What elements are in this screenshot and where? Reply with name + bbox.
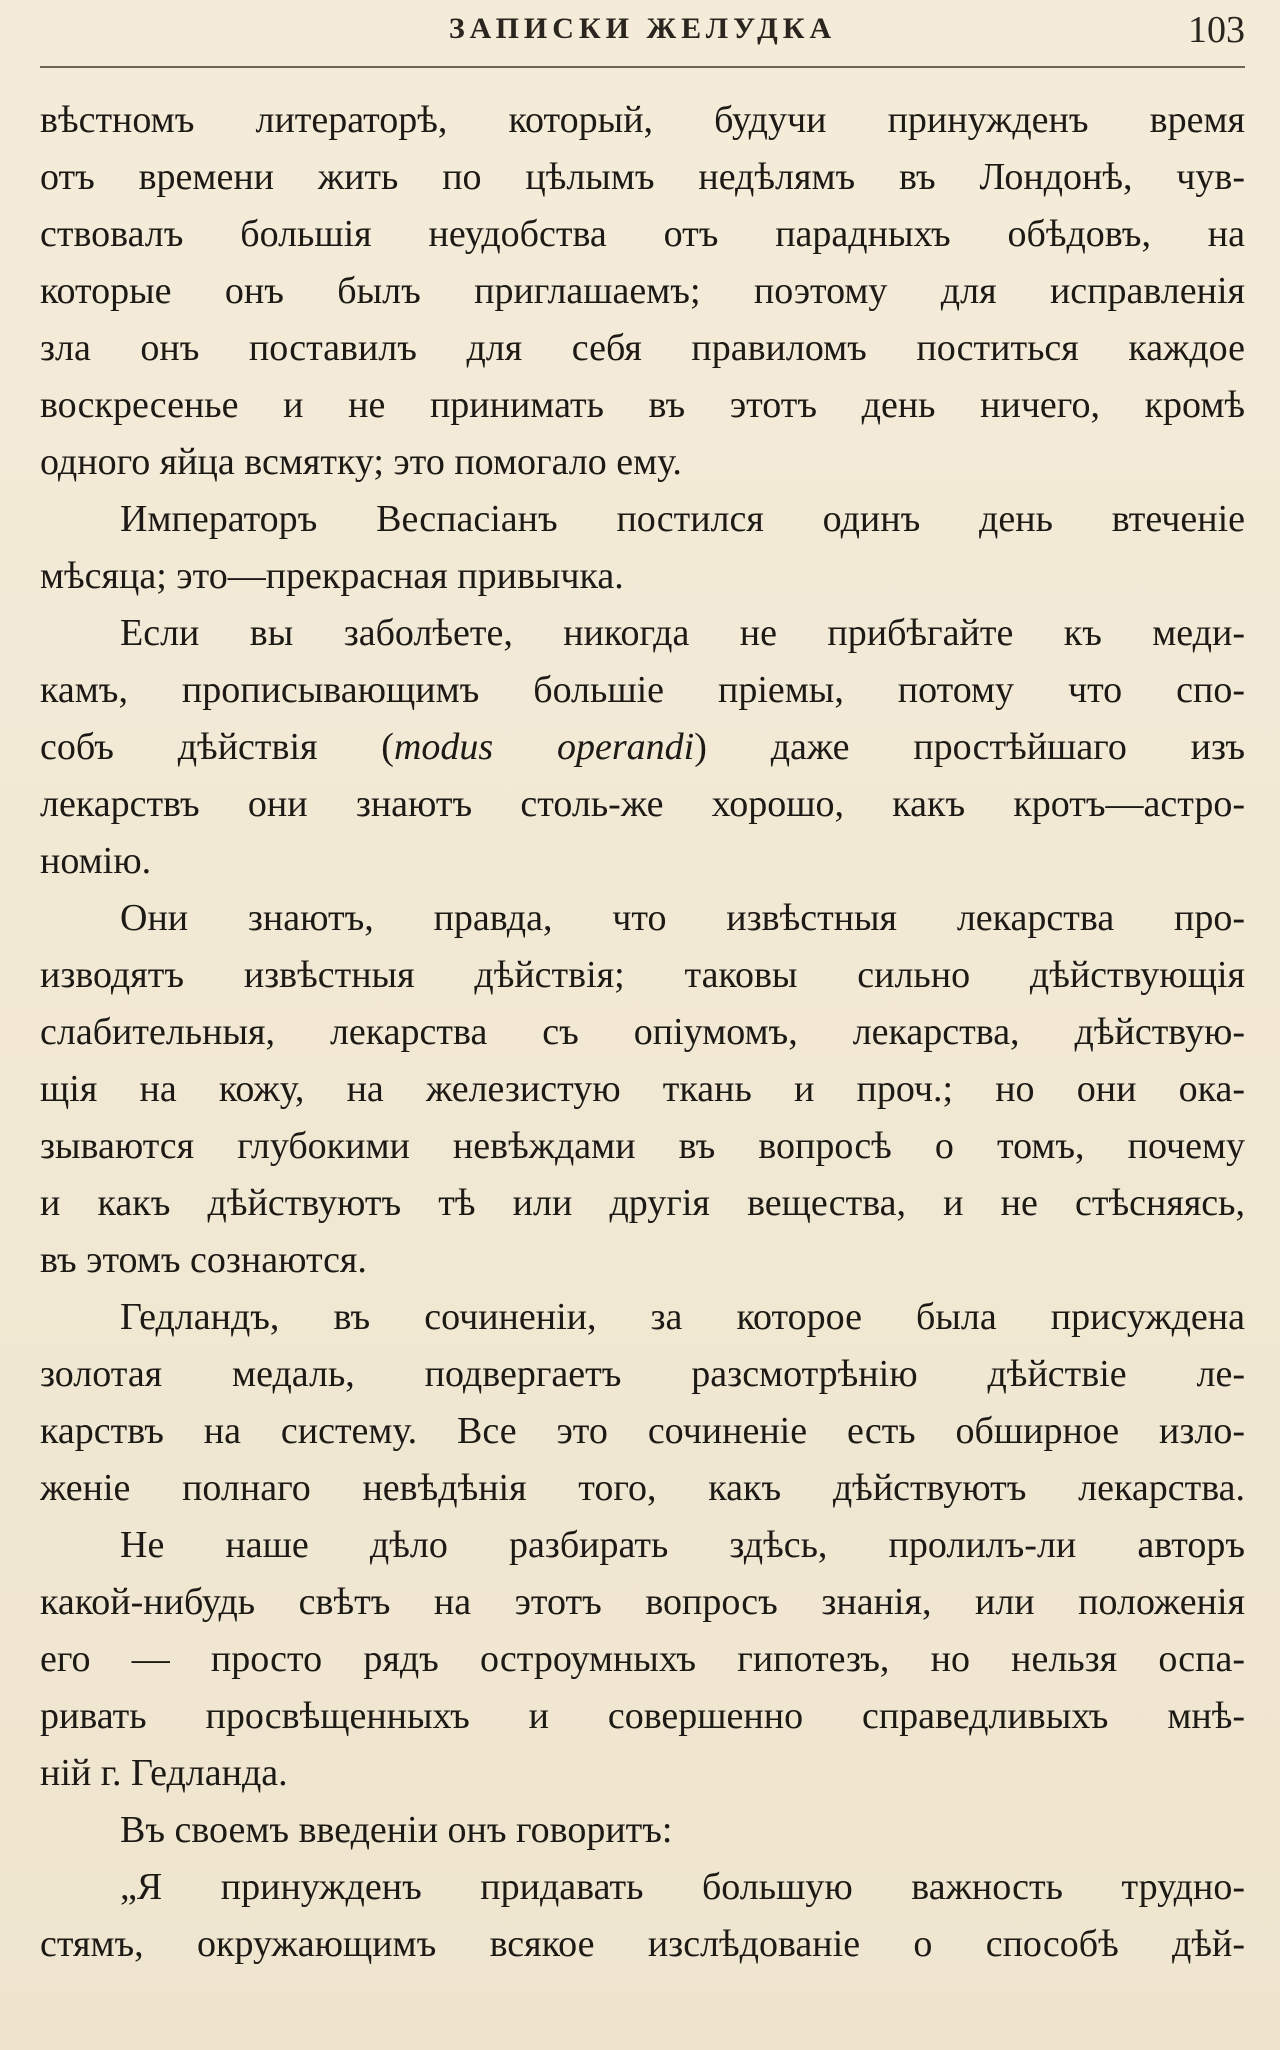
- text-line: ній г. Гедланда.: [40, 1752, 288, 1794]
- text-line: въ этомъ сознаются.: [40, 1239, 367, 1281]
- text-line: лекарствъ они знаютъ столь-же хорошо, какъ кротъ—астро-: [40, 783, 1245, 825]
- text-line: воскресенье и не принимать въ этотъ день ничего, кромѣ: [40, 384, 1245, 426]
- text-segment: ) даже простѣйшаго изъ: [694, 726, 1245, 768]
- text-line: ствовалъ большія неудобства отъ парадныхъ обѣдовъ, на: [40, 213, 1245, 255]
- body-text: [40, 92, 1245, 1973]
- text-segment: собъ дѣйствія (: [40, 726, 394, 768]
- text-line: „Я принужденъ придавать большую важность трудно-: [120, 1866, 1245, 1908]
- text-line: карствъ на систему. Все это сочиненіе есть обширное изло-: [40, 1410, 1245, 1452]
- italic-phrase: modus operandi: [393, 726, 695, 768]
- text-line: Императоръ Веспасіанъ постился одинъ день втеченіе: [120, 498, 1245, 540]
- text-line: камъ, прописывающимъ большіе пріемы, потому что спо-: [40, 669, 1245, 711]
- header-rule: [40, 66, 1245, 68]
- text-line: мѣсяца; это—прекрасная привычка.: [40, 555, 624, 597]
- text-line: Не наше дѣло разбирать здѣсь, пролилъ-ли авторъ: [120, 1524, 1245, 1566]
- text-line: [40, 719, 1245, 776]
- text-line: его — просто рядъ остроумныхъ гипотезъ, но нельзя оспа-: [40, 1638, 1245, 1680]
- text-line: изводятъ извѣстныя дѣйствія; таковы сильно дѣйствующія: [40, 954, 1245, 996]
- running-head: [40, 9, 1245, 52]
- text-line: одного яйца всмятку; это помогало ему.: [40, 441, 682, 483]
- text-line: Они знаютъ, правда, что извѣстныя лекарства про-: [120, 897, 1245, 939]
- text-line: какой-нибудь свѣтъ на этотъ вопросъ знанія, или положенія: [40, 1581, 1245, 1623]
- text-line: отъ времени жить по цѣлымъ недѣлямъ въ Лондонѣ, чув-: [40, 156, 1245, 198]
- text-line: вѣстномъ литераторѣ, который, будучи принужденъ время: [40, 99, 1245, 141]
- text-line: зла онъ поставилъ для себя правиломъ поститься каждое: [40, 327, 1245, 369]
- text-line: золотая медаль, подвергаетъ разсмотрѣнію дѣйствіе ле-: [40, 1353, 1245, 1395]
- text-line: номію.: [40, 840, 152, 882]
- text-line: женіе полнаго невѣдѣнія того, какъ дѣйствуютъ лекарства.: [40, 1467, 1245, 1509]
- running-title: ЗАПИСКИ ЖЕЛУДКА: [448, 12, 837, 45]
- text-line: и какъ дѣйствуютъ тѣ или другія вещества, и не стѣсняясь,: [40, 1182, 1245, 1224]
- text-line: щія на кожу, на железистую ткань и проч.; но они ока-: [40, 1068, 1245, 1110]
- text-line: Гедландъ, въ сочиненіи, за которое была присуждена: [120, 1296, 1245, 1338]
- text-line: Въ своемъ введеніи онъ говоритъ:: [120, 1809, 673, 1851]
- text-line: зываются глубокими невѣждами въ вопросѣ о томъ, почему: [40, 1125, 1245, 1167]
- text-line: слабительныя, лекарства съ опіумомъ, лекарства, дѣйствую-: [40, 1011, 1245, 1053]
- text-line: которые онъ былъ приглашаемъ; поэтому для исправленія: [40, 270, 1245, 312]
- text-line: ривать просвѣщенныхъ и совершенно справедливыхъ мнѣ-: [40, 1695, 1245, 1737]
- text-line: Если вы заболѣете, никогда не прибѣгайте къ меди-: [120, 612, 1245, 654]
- text-line: стямъ, окружающимъ всякое изслѣдованіе о способѣ дѣй-: [40, 1923, 1245, 1965]
- page-number: 103: [1188, 9, 1245, 51]
